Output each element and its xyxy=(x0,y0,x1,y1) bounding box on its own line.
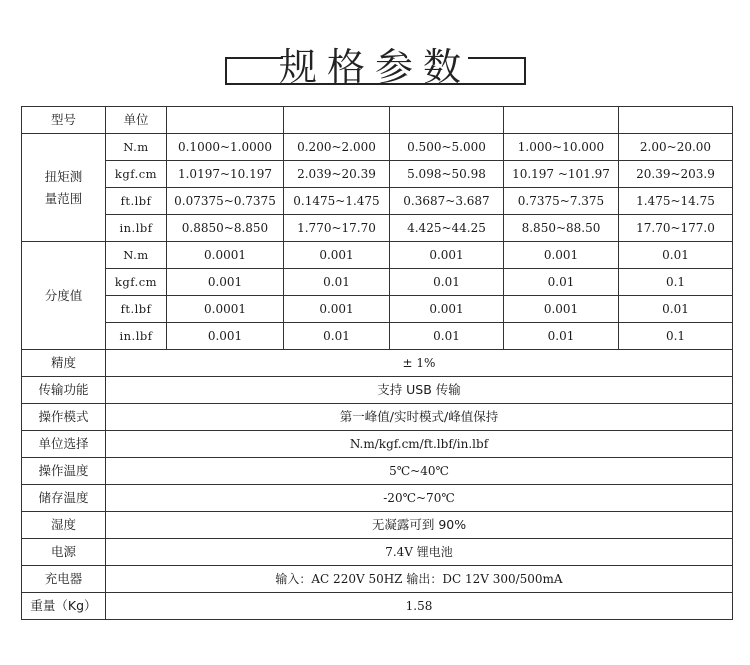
spec-label: 操作模式 xyxy=(22,404,106,431)
model-cell xyxy=(167,107,284,134)
unit-cell: in.lbf xyxy=(106,215,167,242)
header-row xyxy=(22,107,733,134)
value-cell: 1.770~17.70 xyxy=(284,215,390,242)
value-cell: 0.001 xyxy=(167,323,284,350)
unit-header: 单位 xyxy=(106,107,167,134)
spec-label: 重量（Kg） xyxy=(22,593,106,620)
unit-cell: N.m xyxy=(106,134,167,161)
spec-row-power xyxy=(22,539,733,566)
spec-value: 无凝露可到 90% xyxy=(106,512,733,539)
spec-value: N.m/kgf.cm/ft.lbf/in.lbf xyxy=(106,431,733,458)
spec-label: 电源 xyxy=(22,539,106,566)
value-cell: 0.001 xyxy=(284,242,390,269)
table-row xyxy=(22,269,733,296)
unit-cell: ft.lbf xyxy=(106,188,167,215)
spec-table xyxy=(21,106,733,620)
spec-value: 1.58 xyxy=(106,593,733,620)
value-cell: 0.8850~8.850 xyxy=(167,215,284,242)
value-cell: 0.200~2.000 xyxy=(284,134,390,161)
value-cell: 10.197 ~101.97 xyxy=(504,161,619,188)
unit-cell: N.m xyxy=(106,242,167,269)
value-cell: 0.07375~0.7375 xyxy=(167,188,284,215)
value-cell: 0.01 xyxy=(619,296,733,323)
spec-value: 5℃~40℃ xyxy=(106,458,733,485)
spec-label: 储存温度 xyxy=(22,485,106,512)
torque-range-label-line2: 量范围 xyxy=(44,190,83,206)
value-cell: 0.01 xyxy=(390,269,504,296)
value-cell: 17.70~177.0 xyxy=(619,215,733,242)
unit-cell: kgf.cm xyxy=(106,161,167,188)
table-row xyxy=(22,188,733,215)
value-cell: 0.01 xyxy=(284,323,390,350)
model-header: 型号 xyxy=(22,107,106,134)
spec-value: 7.4V 锂电池 xyxy=(106,539,733,566)
value-cell: 0.01 xyxy=(390,323,504,350)
value-cell: 0.0001 xyxy=(167,296,284,323)
page-title: 规格参数 xyxy=(278,45,471,89)
value-cell: 8.850~88.50 xyxy=(504,215,619,242)
value-cell: 0.001 xyxy=(390,296,504,323)
table-row xyxy=(22,161,733,188)
value-cell: 0.01 xyxy=(284,269,390,296)
spec-label: 操作温度 xyxy=(22,458,106,485)
value-cell: 0.01 xyxy=(504,269,619,296)
spec-row-humidity xyxy=(22,512,733,539)
spec-label: 单位选择 xyxy=(22,431,106,458)
value-cell: 2.00~20.00 xyxy=(619,134,733,161)
spec-value: 输入：AC 220V 50HZ 输出：DC 12V 300/500mA xyxy=(106,566,733,593)
spec-row-transfer xyxy=(22,377,733,404)
value-cell: 0.001 xyxy=(504,242,619,269)
spec-value: ± 1% xyxy=(106,350,733,377)
model-cell xyxy=(284,107,390,134)
table-row xyxy=(22,296,733,323)
value-cell: 0.01 xyxy=(619,242,733,269)
spec-row-accuracy xyxy=(22,350,733,377)
spec-label: 湿度 xyxy=(22,512,106,539)
resolution-label: 分度值 xyxy=(22,242,106,350)
spec-value: -20℃~70℃ xyxy=(106,485,733,512)
value-cell: 0.3687~3.687 xyxy=(390,188,504,215)
spec-row-storage-temp xyxy=(22,485,733,512)
value-cell: 0.1000~1.0000 xyxy=(167,134,284,161)
model-cell xyxy=(619,107,733,134)
value-cell: 1.475~14.75 xyxy=(619,188,733,215)
spec-row-charger xyxy=(22,566,733,593)
table-row xyxy=(22,242,733,269)
torque-range-label xyxy=(22,134,106,242)
value-cell: 0.1475~1.475 xyxy=(284,188,390,215)
model-cell xyxy=(504,107,619,134)
spec-value: 支持 USB 传输 xyxy=(106,377,733,404)
value-cell: 0.001 xyxy=(390,242,504,269)
value-cell: 0.1 xyxy=(619,323,733,350)
table-row xyxy=(22,215,733,242)
title-block xyxy=(0,0,750,100)
value-cell: 0.001 xyxy=(284,296,390,323)
value-cell: 0.7375~7.375 xyxy=(504,188,619,215)
value-cell: 4.425~44.25 xyxy=(390,215,504,242)
spec-label: 传输功能 xyxy=(22,377,106,404)
spec-label: 精度 xyxy=(22,350,106,377)
value-cell: 5.098~50.98 xyxy=(390,161,504,188)
spec-row-mode xyxy=(22,404,733,431)
value-cell: 0.500~5.000 xyxy=(390,134,504,161)
spec-row-weight xyxy=(22,593,733,620)
value-cell: 0.0001 xyxy=(167,242,284,269)
table-row xyxy=(22,134,733,161)
unit-cell: in.lbf xyxy=(106,323,167,350)
value-cell: 2.039~20.39 xyxy=(284,161,390,188)
spec-row-operating-temp xyxy=(22,458,733,485)
value-cell: 0.1 xyxy=(619,269,733,296)
unit-cell: kgf.cm xyxy=(106,269,167,296)
torque-range-label-line1: 扭矩测 xyxy=(44,168,83,184)
model-cell xyxy=(390,107,504,134)
unit-cell: ft.lbf xyxy=(106,296,167,323)
spec-value: 第一峰值/实时模式/峰值保持 xyxy=(106,404,733,431)
spec-row-units xyxy=(22,431,733,458)
table-row xyxy=(22,323,733,350)
value-cell: 1.0197~10.197 xyxy=(167,161,284,188)
value-cell: 0.01 xyxy=(504,323,619,350)
spec-label: 充电器 xyxy=(22,566,106,593)
value-cell: 0.001 xyxy=(167,269,284,296)
value-cell: 20.39~203.9 xyxy=(619,161,733,188)
value-cell: 0.001 xyxy=(504,296,619,323)
value-cell: 1.000~10.000 xyxy=(504,134,619,161)
